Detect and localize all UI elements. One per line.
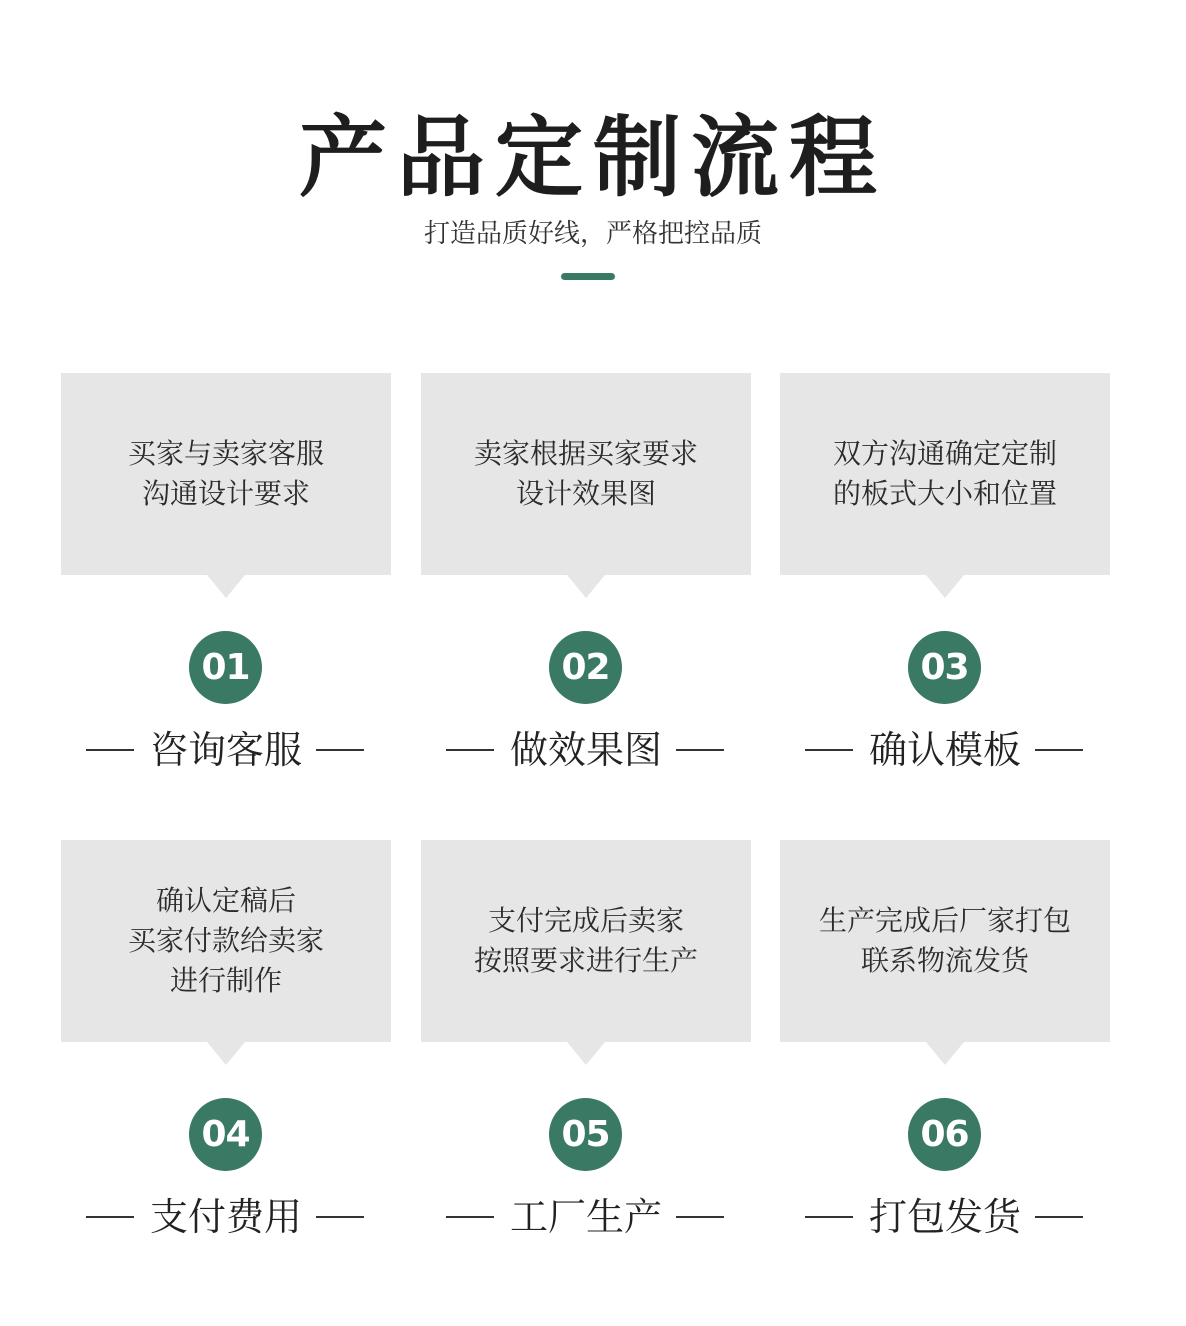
step-description-line: 按照要求进行生产 bbox=[473, 944, 698, 977]
right-dash bbox=[1035, 1216, 1083, 1218]
process-step-production bbox=[421, 840, 751, 1280]
step-number-badge: 06 bbox=[908, 1098, 981, 1171]
step-description-line: 买家付款给卖家 bbox=[127, 924, 324, 957]
process-step-consult bbox=[61, 373, 391, 813]
step-description bbox=[795, 901, 1095, 981]
step-number-badge: 01 bbox=[189, 631, 262, 704]
step-number-badge: 04 bbox=[189, 1098, 262, 1171]
process-step-shipping bbox=[780, 840, 1110, 1280]
step-description bbox=[436, 434, 736, 514]
right-dash bbox=[676, 749, 724, 751]
step-description-line: 卖家根据买家要求 bbox=[473, 437, 698, 470]
step-description-line: 确认定稿后 bbox=[155, 884, 296, 917]
right-dash bbox=[316, 1216, 364, 1218]
left-dash bbox=[805, 749, 853, 751]
step-name: 做效果图 bbox=[509, 728, 662, 772]
process-step-rendering bbox=[421, 373, 751, 813]
card-pointer bbox=[567, 1042, 605, 1065]
step-name-row bbox=[780, 1192, 1110, 1242]
right-dash bbox=[316, 749, 364, 751]
step-description bbox=[436, 901, 736, 981]
step-description-line: 设计效果图 bbox=[515, 477, 656, 510]
left-dash bbox=[446, 749, 494, 751]
step-name: 支付费用 bbox=[149, 1195, 302, 1239]
step-description-line: 沟通设计要求 bbox=[141, 477, 310, 510]
step-name: 打包发货 bbox=[868, 1195, 1021, 1239]
step-description-line: 买家与卖家客服 bbox=[127, 437, 324, 470]
step-name: 确认模板 bbox=[868, 728, 1021, 772]
process-step-payment bbox=[61, 840, 391, 1280]
step-name: 工厂生产 bbox=[509, 1195, 662, 1239]
step-description-card bbox=[780, 373, 1110, 575]
step-description-line: 的板式大小和位置 bbox=[832, 477, 1057, 510]
step-name-row bbox=[61, 1192, 391, 1242]
card-pointer bbox=[926, 575, 964, 598]
card-pointer bbox=[207, 575, 245, 598]
step-description-line: 联系物流发货 bbox=[860, 944, 1029, 977]
page-title: 产品定制流程 bbox=[298, 106, 887, 209]
step-name-row bbox=[421, 725, 751, 775]
page-subtitle: 打造品质好线，严格把控品质 bbox=[423, 219, 762, 249]
step-description-line: 支付完成后卖家 bbox=[487, 904, 684, 937]
step-description-card bbox=[421, 373, 751, 575]
step-description bbox=[76, 881, 376, 1001]
step-description-line: 生产完成后厂家打包 bbox=[818, 904, 1071, 937]
step-name-row bbox=[780, 725, 1110, 775]
card-pointer bbox=[207, 1042, 245, 1065]
card-pointer bbox=[567, 575, 605, 598]
step-description bbox=[795, 434, 1095, 514]
step-description bbox=[76, 434, 376, 514]
step-number-badge: 02 bbox=[549, 631, 622, 704]
step-name: 咨询客服 bbox=[149, 728, 302, 772]
left-dash bbox=[805, 1216, 853, 1218]
step-description-line: 进行制作 bbox=[169, 964, 282, 997]
card-pointer bbox=[926, 1042, 964, 1065]
step-description-card bbox=[421, 840, 751, 1042]
step-description-card bbox=[780, 840, 1110, 1042]
step-number-badge: 05 bbox=[549, 1098, 622, 1171]
step-description-line: 双方沟通确定定制 bbox=[832, 437, 1057, 470]
left-dash bbox=[86, 749, 134, 751]
step-number-badge: 03 bbox=[908, 631, 981, 704]
left-dash bbox=[86, 1216, 134, 1218]
process-step-confirm-template bbox=[780, 373, 1110, 813]
title-divider bbox=[561, 273, 615, 280]
step-name-row bbox=[421, 1192, 751, 1242]
step-name-row bbox=[61, 725, 391, 775]
right-dash bbox=[676, 1216, 724, 1218]
step-description-card bbox=[61, 840, 391, 1042]
right-dash bbox=[1035, 749, 1083, 751]
left-dash bbox=[446, 1216, 494, 1218]
step-description-card bbox=[61, 373, 391, 575]
